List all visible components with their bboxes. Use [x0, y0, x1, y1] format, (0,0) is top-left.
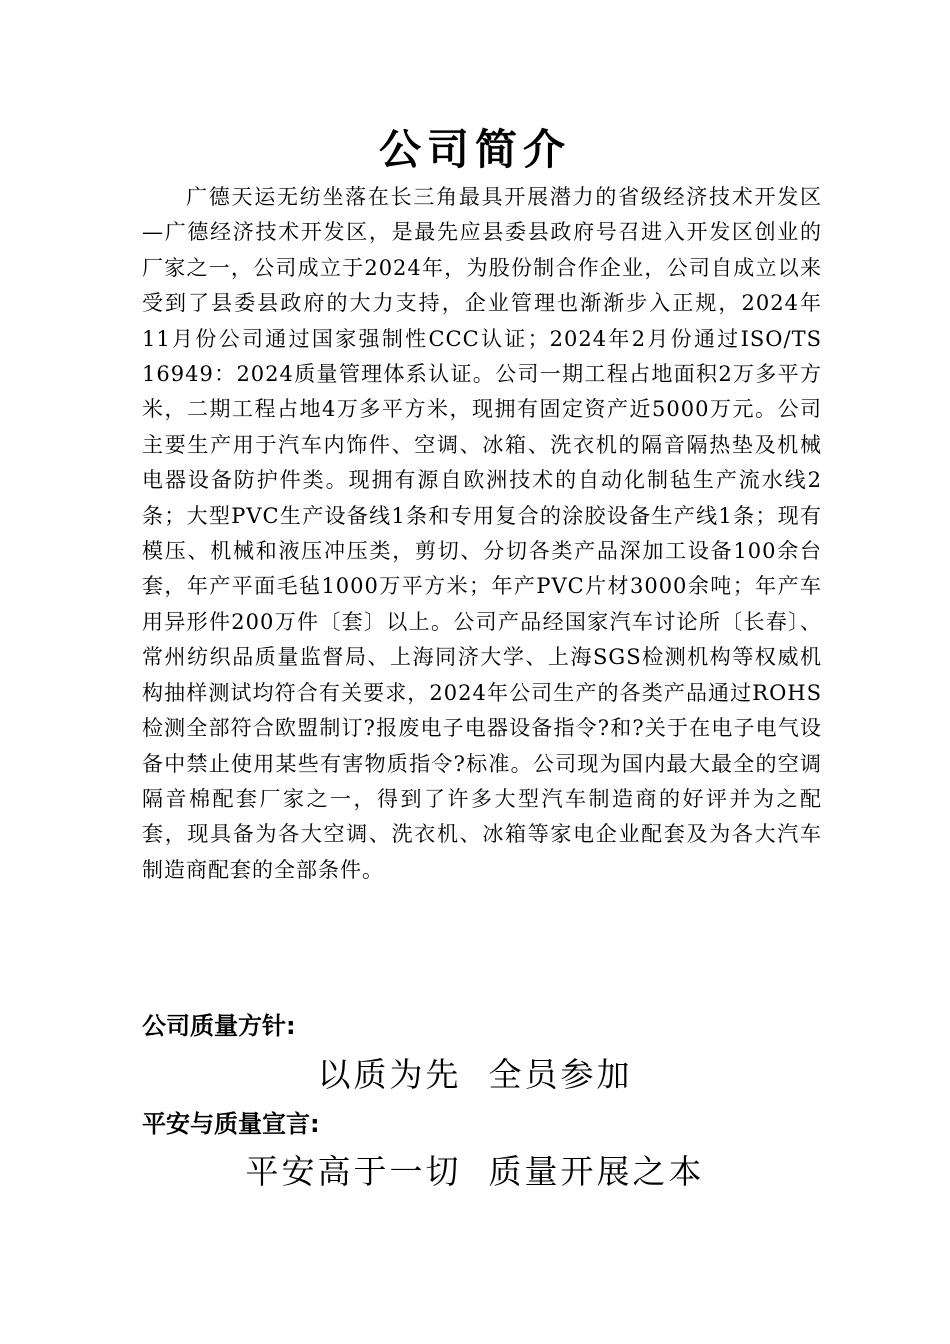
safety-motto: 平安高于一切 质量开展之本 [245, 1152, 705, 1191]
intro-paragraph: 广德天运无纺坐落在长三角最具开展潜力的省级经济技术开发区—广德经济技术开发区，是最先应县委县政府号召进入开发区创业的厂家之一，公司成立于2024年，为股份制合作企业，公司自成立以来受到了县委县政府的大力支持，企业管理也渐渐步入正规，2024年11月份公司通过国家强制性CCC认证；2024年2月份通过ISO/TS 16949：2024质量管理体系认证。公司一期工程占地面积2万多平方米，二期工程占地4万多平方米，现拥有固定资产近5000万元。公司主要生产用于汽车内饰件、空调、冰箱、洗衣机的隔音隔热垫及机械电器设备防护件类。现拥有源自欧洲技术的自动化制毡生产流水线2条；大型PVC生产设备线1条和专用复合的涂胶设备生产线1条；现有模压、机械和液压冲压类，剪切、分切各类产品深加工设备100余台套，年产平面毛毡1000万平方米；年产PVC片材3000余吨；年产车用异形件200万件〔套〕以上。公司产品经国家汽车讨论所〔长春〕、常州纺织品质量监督局、上海同济大学、上海SGS检测机构等权威机构抽样测试均符合有关要求，2024年公司生产的各类产品通过ROHS检测全部符合欧盟制订?报废电子电器设备指令?和?关于在电子电气设备中禁止使用某些有害物质指令?标准。公司现为国内最大最全的空调隔音棉配套厂家之一，得到了许多大型汽车制造商的好评并为之配套，现具备为各大空调、洗衣机、冰箱等家电企业配套及为各大汽车制造商配套的全部条件。 [142, 185, 822, 882]
page-title: 公司简介 [378, 125, 571, 174]
quality-policy-motto: 以质为先 全员参加 [317, 1055, 633, 1094]
safety-heading: 平安与质量宣言: [142, 1110, 320, 1138]
quality-policy-heading: 公司质量方针: [142, 1012, 296, 1040]
